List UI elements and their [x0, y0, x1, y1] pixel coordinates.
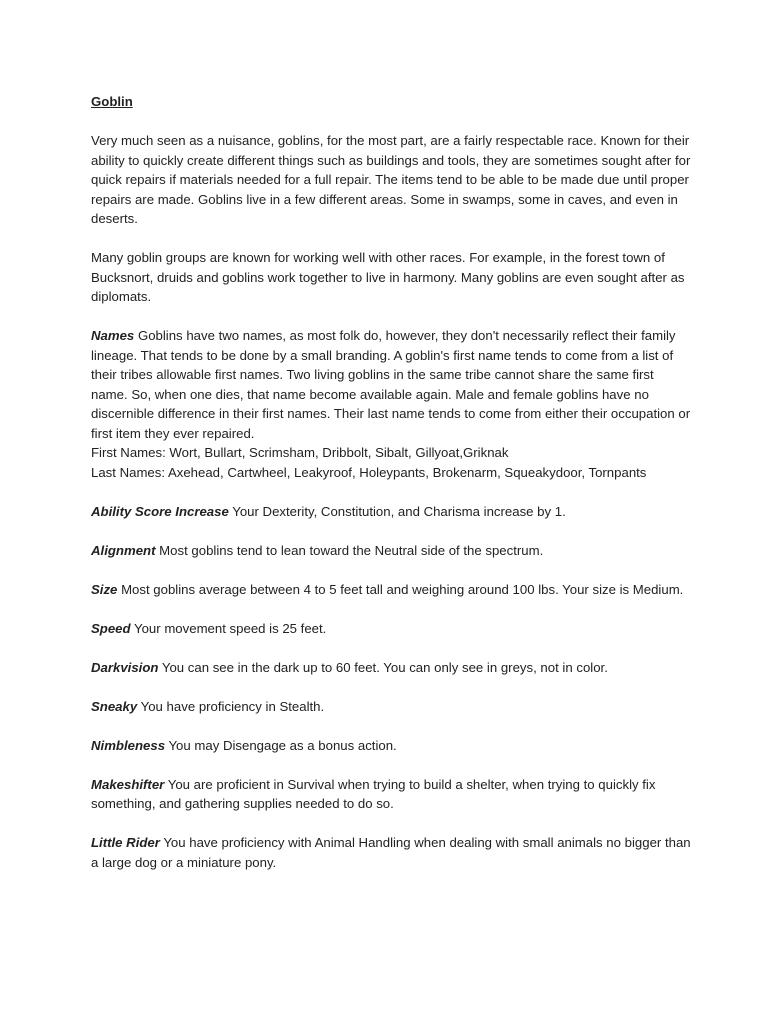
trait-description: Most goblins tend to lean toward the Neutral side of the spectrum.: [159, 542, 544, 558]
trait-description: You have proficiency in Stealth.: [140, 698, 325, 714]
trait-term: Little Rider: [91, 835, 160, 850]
trait-nimbleness: [91, 736, 691, 756]
names-section: [91, 326, 691, 482]
trait-ability-score-increase: [91, 502, 691, 522]
trait-description: Most goblins average between 4 to 5 feet tall and weighing around 100 lbs. Your size is Medium.: [121, 581, 684, 597]
trait-alignment: [91, 541, 691, 561]
trait-term: Speed: [91, 620, 131, 636]
last-names-list: Last Names: Axehead, Cartwheel, Leakyroof, Holeypants, Brokenarm, Squeakydoor, Tornpants: [91, 464, 647, 480]
names-term: Names: [91, 328, 135, 343]
trait-sneaky: [91, 697, 691, 717]
trait-term: Nimbleness: [91, 737, 166, 753]
intro-paragraph: Very much seen as a nuisance, goblins, for the most part, are a fairly respectable race. Known for their ability to quickly create different things such as buildings and tools, they are sometimes sought after for quick repairs if materials needed for a full repair. The items tend to be able to be made due until proper repairs are made. Goblins live in a few different areas. Some in swamps, some in caves, and even in deserts.: [91, 133, 691, 226]
trait-description: You can see in the dark up to 60 feet. You can only see in greys, not in color.: [161, 659, 608, 675]
trait-size: [91, 580, 691, 600]
trait-speed: [91, 619, 691, 639]
trait-makeshifter: [91, 775, 691, 814]
trait-description: You may Disengage as a bonus action.: [168, 737, 397, 753]
names-paragraph: [91, 326, 691, 443]
document-page: [91, 92, 691, 892]
document-title: Goblin: [91, 94, 133, 109]
trait-description: Your movement speed is 25 feet.: [134, 620, 327, 636]
trait-term: Ability Score Increase: [91, 503, 229, 519]
trait-term: Sneaky: [91, 698, 138, 714]
trait-term: Makeshifter: [91, 776, 165, 792]
trait-description: Your Dexterity, Constitution, and Charisma increase by 1.: [232, 503, 566, 519]
trait-term: Size: [91, 581, 118, 597]
intro-paragraph: Many goblin groups are known for working well with other races. For example, in the forest town of Bucksnort, druids and goblins work together to live in harmony. Many goblins are even sought after as diplomats.: [91, 250, 685, 304]
trait-term: Alignment: [91, 542, 156, 558]
trait-little-rider: [91, 833, 691, 872]
names-description: Goblins have two names, as most folk do, however, they don't necessarily reflect their family lineage. That tends to be done by a small branding. A goblin's first name tends to come from a list of their tribes allowable first names. Two living goblins in the same tribe cannot share the same first name. So, when one dies, that name become available again. Male and female goblins have no discernible difference in their first names. Their last name tends to come from either their occupation or first item they ever repaired.: [91, 328, 691, 441]
first-names-list: First Names: Wort, Bullart, Scrimsham, Dribbolt, Sibalt, Gillyoat,Griknak: [91, 445, 509, 460]
trait-darkvision: [91, 658, 691, 678]
trait-description: You are proficient in Survival when trying to build a shelter, when trying to quickly fix something, and gathering supplies needed to do so.: [91, 776, 656, 811]
trait-description: You have proficiency with Animal Handling when dealing with small animals no bigger than a large dog or a miniature pony.: [91, 835, 691, 870]
trait-term: Darkvision: [91, 659, 159, 675]
